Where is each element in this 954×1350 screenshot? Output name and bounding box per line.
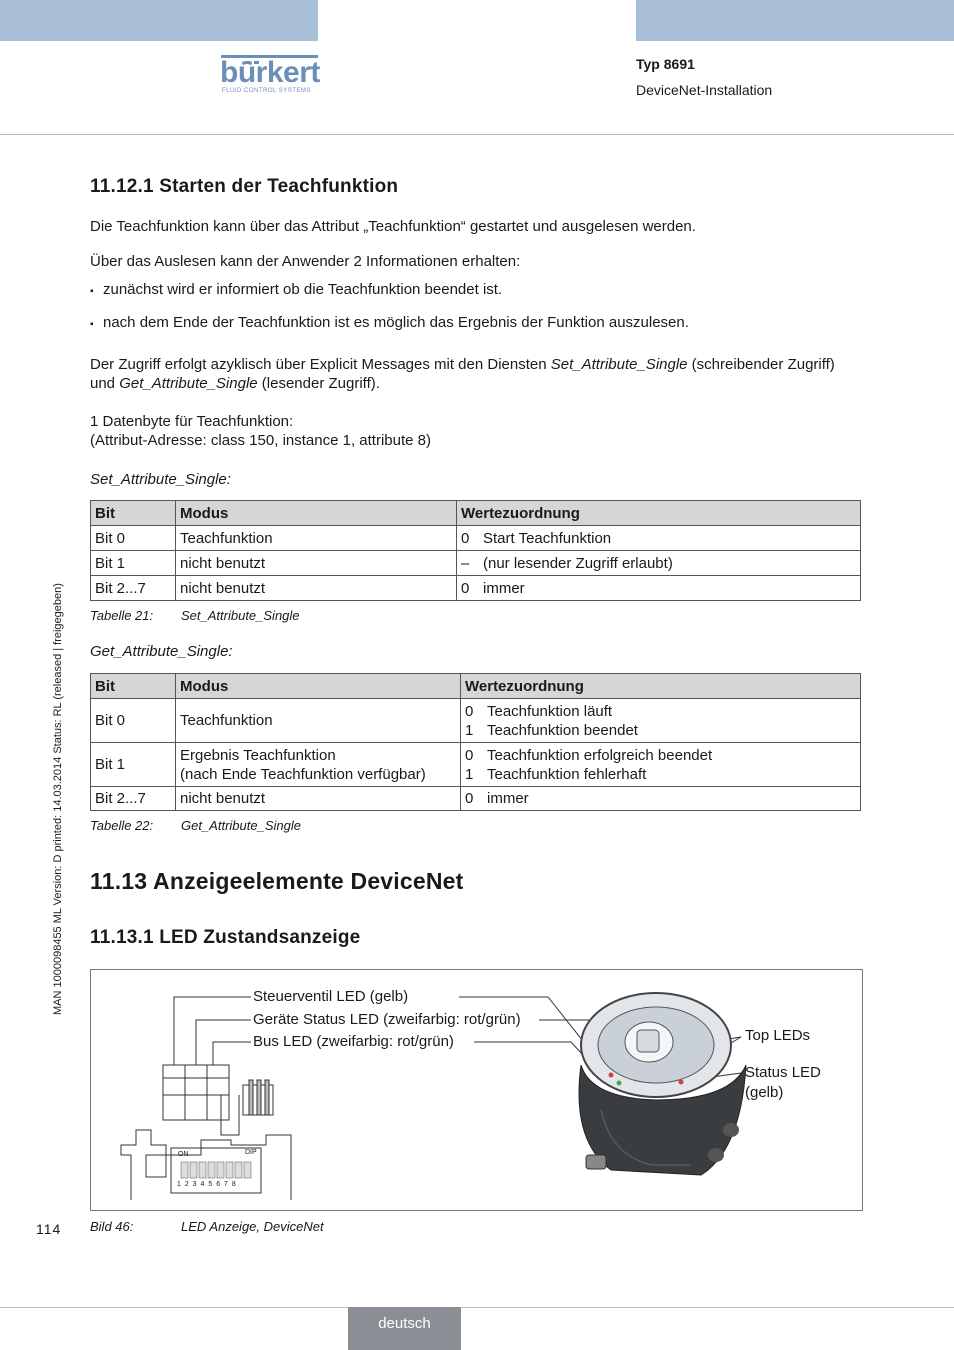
access-text: und	[90, 375, 120, 392]
table-row	[91, 743, 861, 787]
mode-cell	[176, 743, 461, 787]
mode-cell: nicht benutzt	[176, 551, 457, 576]
attribute-address-line: (Attribut-Adresse: class 150, instance 1, attribute 8)	[90, 432, 431, 449]
table-header-row	[91, 674, 861, 699]
table-row	[91, 699, 861, 743]
value-code: 0	[465, 702, 474, 720]
brand-subtitle: FLUID CONTROL SYSTEMS	[222, 88, 311, 94]
set-attribute-term: Set_Attribute_Single	[550, 356, 688, 373]
paragraph-access	[90, 355, 865, 393]
table-set-attribute	[90, 500, 861, 601]
databyte-line: 1 Datenbyte für Teachfunktion:	[90, 413, 294, 430]
table-row	[91, 576, 861, 601]
value-cell	[461, 699, 861, 743]
caption-text: Get_Attribute_Single	[181, 818, 301, 833]
dip-on-label: ON	[178, 1151, 189, 1158]
figure46-caption	[90, 1219, 324, 1234]
paragraph-intro: Die Teachfunktion kann über das Attribut „Teachfunktion“ gestartet und ausgelesen werden.	[90, 218, 696, 235]
header-divider	[0, 134, 954, 135]
value-text: Teachfunktion erfolgreich beendet	[487, 746, 713, 764]
column-header: Modus	[176, 674, 461, 699]
brand-wordmark: bürkert	[220, 56, 320, 89]
table21-label: Set_Attribute_Single:	[90, 471, 231, 488]
bullet-marker: ▪	[90, 319, 94, 330]
mode-cell: Teachfunktion	[176, 526, 457, 551]
document-section: DeviceNet-Installation	[636, 82, 773, 98]
access-text: (schreibender Zugriff)	[687, 356, 835, 373]
label-status-led	[745, 1063, 821, 1103]
value-text: Start Teachfunktion	[483, 529, 612, 547]
value-code: 0	[461, 579, 470, 597]
column-header: Wertezuordnung	[461, 674, 861, 699]
status-led-color: (gelb)	[745, 1084, 784, 1101]
value-code: 0	[465, 746, 474, 764]
value-code: 1	[465, 765, 474, 783]
value-text: immer	[487, 790, 529, 807]
column-header: Bit	[91, 501, 176, 526]
paragraph-databyte	[90, 412, 431, 450]
get-attribute-term: Get_Attribute_Single	[119, 375, 258, 392]
footer-divider	[0, 1307, 954, 1308]
label-valve-led: Steuerventil LED (gelb)	[253, 988, 409, 1005]
table-header-row	[91, 501, 861, 526]
value-text: Teachfunktion fehlerhaft	[487, 765, 647, 783]
value-text: Teachfunktion beendet	[487, 721, 638, 739]
document-type: Typ 8691	[636, 56, 695, 72]
table22-caption	[90, 818, 301, 833]
table-row	[91, 787, 861, 811]
access-text: Der Zugriff erfolgt azyklisch über Explicit Messages mit den Diensten	[90, 356, 551, 373]
bullet-text: zunächst wird er informiert ob die Teachfunktion beendet ist.	[103, 281, 503, 298]
value-code: –	[461, 554, 470, 572]
device-illustration	[579, 993, 746, 1175]
caption-number: Bild 46:	[90, 1219, 134, 1234]
value-text: immer	[483, 579, 525, 597]
mode-cell: nicht benutzt	[176, 787, 461, 811]
bit-cell: Bit 0	[91, 699, 176, 743]
table22-label: Get_Attribute_Single:	[90, 643, 233, 660]
column-header: Modus	[176, 501, 457, 526]
dip-switch-numbers: 1 2 3 4 5 6 7 8	[177, 1181, 236, 1188]
caption-number: Tabelle 21:	[90, 608, 154, 623]
language-tab	[348, 1307, 461, 1350]
column-header: Bit	[91, 674, 176, 699]
mode-cell: nicht benutzt	[176, 576, 457, 601]
caption-number: Tabelle 22:	[90, 818, 154, 833]
figure-led-display	[90, 969, 863, 1211]
status-led-line: Status LED	[745, 1064, 821, 1081]
label-top-leds: Top LEDs	[745, 1027, 811, 1044]
print-status-sidebar: MAN 1000098455 ML Version: D printed: 14.03.2014 Status: RL (released | freigegeben)	[52, 583, 64, 1015]
section-heading-11-12-1: 11.12.1 Starten der Teachfunktion	[90, 176, 399, 197]
bullet-text: nach dem Ende der Teachfunktion ist es möglich das Ergebnis der Funktion auszulesen.	[103, 314, 689, 331]
header-bar-right	[636, 0, 954, 41]
value-cell	[461, 787, 861, 811]
value-text: Teachfunktion läuft	[487, 702, 613, 720]
caption-text: LED Anzeige, DeviceNet	[181, 1219, 324, 1234]
mode-text: Ergebnis Teachfunktion	[180, 746, 336, 764]
bullet-marker: ▪	[90, 286, 94, 297]
table-row	[91, 526, 861, 551]
table-get-attribute	[90, 673, 861, 811]
mode-note: (nach Ende Teachfunktion verfügbar)	[180, 765, 426, 783]
table-row	[91, 551, 861, 576]
label-bus-led: Bus LED (zweifarbig: rot/grün)	[253, 1033, 454, 1050]
bit-cell: Bit 1	[91, 743, 176, 787]
access-text: (lesender Zugriff).	[257, 375, 380, 392]
table21-caption	[90, 608, 300, 623]
language-label: deutsch	[378, 1315, 431, 1332]
page-number: 114	[36, 1221, 62, 1237]
bullet-item	[90, 280, 502, 301]
value-cell	[457, 551, 861, 576]
value-cell	[457, 526, 861, 551]
header-bar-left	[0, 0, 318, 41]
bullet-item	[90, 313, 689, 334]
mode-cell: Teachfunktion	[176, 699, 461, 743]
bit-cell: Bit 2...7	[91, 787, 176, 811]
value-code: 0	[461, 529, 470, 547]
section-heading-11-13-1: 11.13.1 LED Zustandsanzeige	[90, 927, 361, 948]
value-code: 0	[465, 790, 474, 807]
value-cell	[457, 576, 861, 601]
section-heading-11-13: 11.13 Anzeigeelemente DeviceNet	[90, 868, 464, 894]
value-cell	[461, 743, 861, 787]
column-header: Wertezuordnung	[457, 501, 861, 526]
value-text: (nur lesender Zugriff erlaubt)	[483, 554, 673, 572]
bit-cell: Bit 1	[91, 551, 176, 576]
dip-label: DIP	[245, 1149, 257, 1156]
bit-cell: Bit 0	[91, 526, 176, 551]
bit-cell: Bit 2...7	[91, 576, 176, 601]
value-code: 1	[465, 721, 474, 739]
label-device-status-led: Geräte Status LED (zweifarbig: rot/grün)	[253, 1011, 521, 1028]
caption-text: Set_Attribute_Single	[181, 608, 300, 623]
paragraph-info: Über das Auslesen kann der Anwender 2 Informationen erhalten:	[90, 253, 521, 270]
